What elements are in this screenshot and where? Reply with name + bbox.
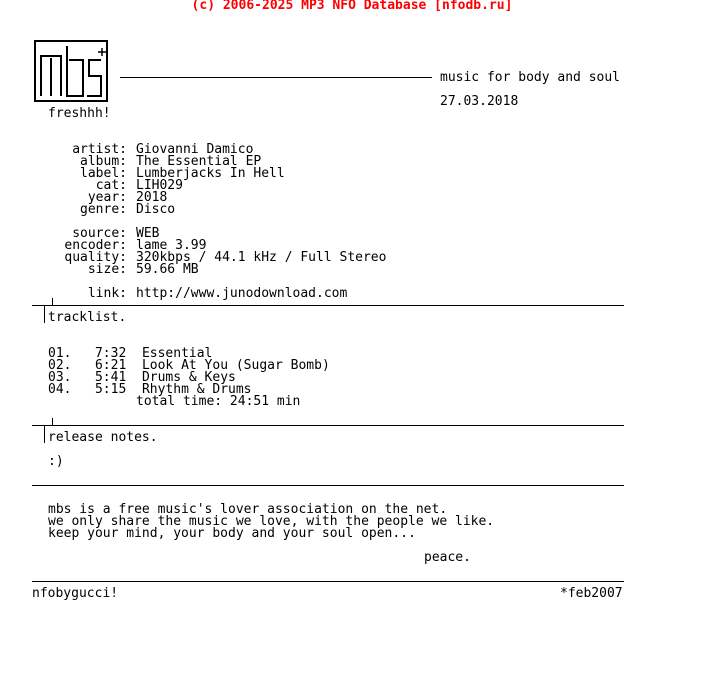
label-size: size: [87, 262, 127, 277]
value-label: Lumberjacks In Hell [136, 166, 285, 181]
total-time: total time: 24:51 min [136, 394, 301, 409]
track-number: 01. [48, 346, 72, 361]
header-rule [120, 77, 432, 78]
track-time: 5:15 [87, 382, 127, 397]
label-link: link: [87, 286, 127, 301]
value-genre: Disco [136, 202, 176, 217]
track-number: 04. [48, 382, 72, 397]
track-title: Rhythm & Drums [141, 382, 252, 397]
label-album: album: [80, 154, 127, 169]
label-source: source: [72, 226, 127, 241]
section-rule-notes [32, 425, 624, 426]
label-encoder: encoder: [64, 238, 127, 253]
label-genre: genre: [80, 202, 127, 217]
release-group-comment: freshhh! [48, 106, 111, 121]
label-year: year: [87, 190, 127, 205]
tagline: music for body and soul [440, 70, 621, 85]
site-header[interactable]: (c) 2006-2025 MP3 NFO Database [nfodb.ru] [191, 0, 513, 13]
mbs-logo [34, 40, 110, 104]
info-labels [64, 132, 127, 300]
info-values [136, 132, 386, 300]
track-number: 03. [48, 370, 72, 385]
value-album: The Essential EP [136, 154, 262, 169]
track-time: 7:32 [87, 346, 127, 361]
section-mark-notes [44, 425, 45, 443]
track-title: Drums & Keys [141, 370, 236, 385]
release-notes-heading: release notes. [48, 430, 158, 445]
value-artist: Giovanni Damico [136, 142, 254, 157]
release-date: 27.03.2018 [440, 94, 519, 109]
value-link: http://www.junodownload.com [136, 286, 348, 301]
tracklist-heading: tracklist. [48, 310, 127, 325]
footer-line-2: we only share the music we love, with the people we like. [48, 514, 495, 529]
label-cat: cat: [95, 178, 127, 193]
value-quality: 320kbps / 44.1 kHz / Full Stereo [136, 250, 387, 265]
footer-line-3: keep your mind, your body and your soul open... [48, 526, 416, 541]
label-label: label: [80, 166, 127, 181]
release-notes-body: :) [48, 454, 64, 469]
track-number: 02. [48, 358, 72, 373]
tracklist [48, 336, 330, 396]
nfo-credit: nfobygucci! [32, 586, 119, 601]
value-cat: LIH029 [136, 178, 183, 193]
section-mark-notes-tick [52, 418, 53, 425]
track-time: 6:21 [87, 358, 127, 373]
track-title: Look At You (Sugar Bomb) [141, 358, 330, 373]
value-year: 2018 [136, 190, 168, 205]
footer-line-1: mbs is a free music's lover association on the net. [48, 502, 448, 517]
label-quality: quality: [64, 250, 127, 265]
value-source: WEB [136, 226, 160, 241]
nfo-credit-date: *feb2007 [560, 586, 623, 601]
value-size: 59.66 MB [136, 262, 199, 277]
section-mark-tracklist-tick [52, 298, 53, 305]
section-mark-tracklist [44, 305, 45, 323]
track-title: Essential [141, 346, 213, 361]
section-rule-tracklist [32, 305, 624, 306]
footer-signoff: peace. [424, 550, 471, 565]
value-encoder: lame 3.99 [136, 238, 207, 253]
footer-rule-bottom [32, 581, 624, 582]
label-artist: artist: [72, 142, 127, 157]
track-time: 5:41 [87, 370, 127, 385]
footer-rule-top [32, 485, 624, 486]
